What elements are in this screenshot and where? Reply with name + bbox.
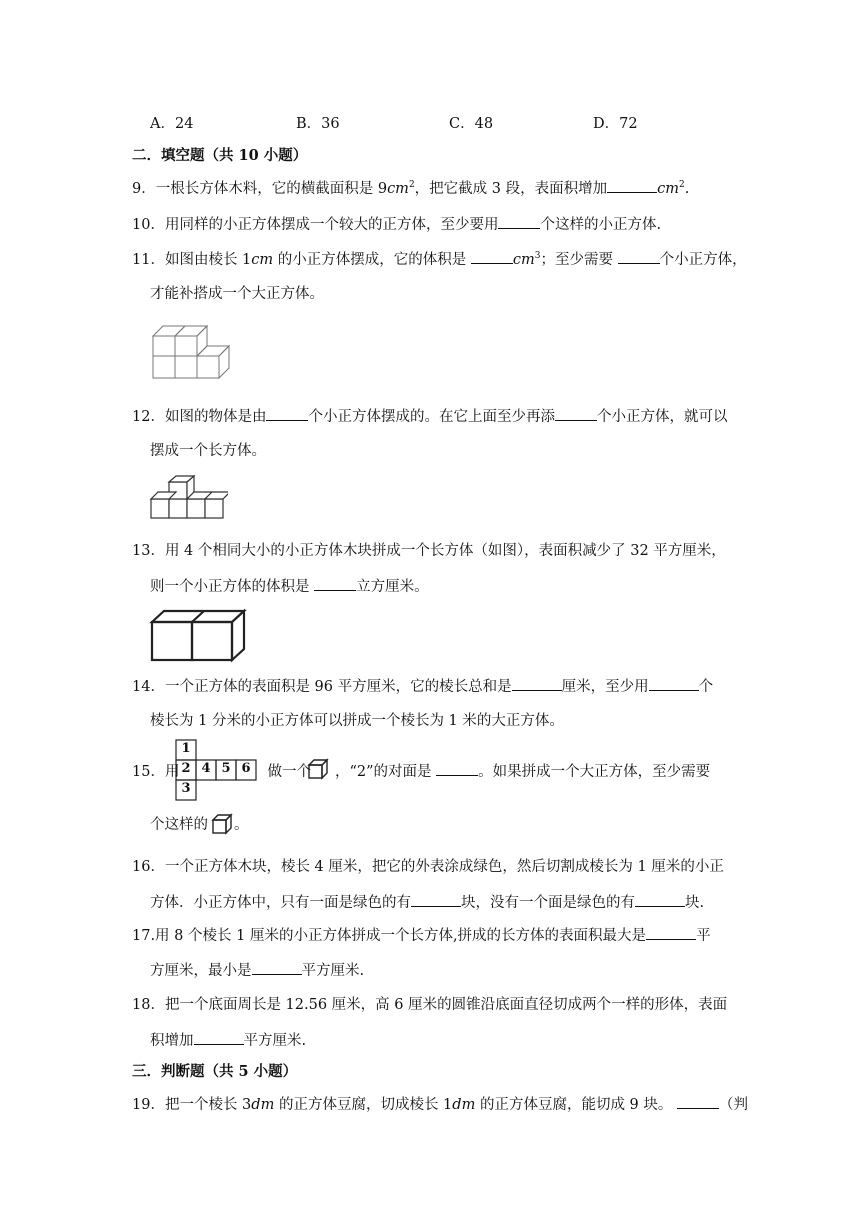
answer-blank[interactable] [618, 249, 660, 264]
answer-blank[interactable] [266, 406, 308, 421]
question-9: 9．一根长方体木料，它的横截面积是 $9cm^2$，把它截成 3 段，表面积增加 $cm^2$. [132, 180, 690, 197]
cuboid-figure-13 [148, 608, 250, 664]
net-face-2: 2 [181, 761, 191, 776]
question-18-line2: 积增加 平方厘米. [150, 1030, 306, 1051]
option-d: D．72 [593, 116, 638, 132]
option-c: C．48 [449, 116, 494, 132]
question-14: 14．一个正方体的表面积是 96 平方厘米，它的棱长总和是 厘米，至少用 个 [132, 676, 713, 697]
answer-blank[interactable] [635, 892, 685, 907]
question-15: 15．用 做一个 ，“2”的对面是 。如果拼成一个大正方体，至少需要 [132, 761, 710, 782]
question-18: 18．把一个底面周长是 12.56 厘米，高 6 厘米的圆锥沿底面直径切成两个一样的形体，表面 [132, 997, 728, 1013]
net-face-5: 5 [221, 761, 231, 776]
question-14-line2: 棱长为 1 分米的小正方体可以拼成一个棱长为 1 米的大正方体。 [150, 713, 564, 729]
answer-blank[interactable] [498, 214, 540, 229]
answer-blank[interactable] [194, 1030, 244, 1045]
question-15-line2: 个这样的 。 [150, 817, 249, 833]
option-a: A．24 [150, 116, 194, 132]
net-face-4: 4 [201, 761, 211, 776]
question-16-line2: 方体．小正方体中，只有一面是绿色的有 块，没有一个面是绿色的有 块. [150, 892, 704, 913]
answer-blank[interactable] [512, 676, 562, 691]
question-11-line2: 才能补搭成一个大正方体。 [150, 286, 324, 302]
section-3-title: 三．判断题（共 5 小题） [132, 1063, 298, 1080]
cube-icon [307, 758, 329, 780]
cube-net-figure [175, 739, 259, 803]
option-b: B．36 [296, 116, 340, 132]
net-face-6: 6 [241, 761, 251, 776]
answer-blank[interactable] [314, 576, 356, 591]
question-11: 11．如图由棱长 1cm 的小正方体摆成，它的体积是 $cm^3$；至少需要 个小正方体， [132, 251, 747, 268]
net-face-1: 1 [181, 741, 191, 756]
answer-blank[interactable] [471, 249, 513, 264]
section-2-title: 二．填空题（共 10 小题） [132, 147, 308, 164]
answer-blank[interactable] [555, 406, 597, 421]
answer-blank[interactable] [252, 960, 302, 975]
question-13: 13．用 4 个相同大小的小正方体木块拼成一个长方体（如图），表面积减少了 32 平方厘米， [132, 543, 726, 559]
question-12: 12．如图的物体是由 个小正方体摆成的。在它上面至少再添 个小正方体，就可以 [132, 406, 727, 427]
cube-stack-figure-12 [148, 474, 228, 522]
question-12-line2: 摆成一个长方体。 [150, 443, 266, 459]
answer-blank[interactable] [411, 892, 461, 907]
question-17: 17.用 8 个棱长 1 厘米的小正方体拼成一个长方体,拼成的长方体的表面积最大是 平 [132, 925, 711, 946]
answer-blank[interactable] [607, 178, 657, 193]
answer-blank[interactable] [436, 761, 478, 776]
question-16: 16．一个正方体木块，棱长 4 厘米，把它的外表涂成绿色，然后切割成棱长为 1 厘米的小正 [132, 859, 724, 875]
question-19: 19．把一个棱长 3dm 的正方体豆腐，切成棱长 1dm 的正方体豆腐，能切成 9 块。 （判 [132, 1094, 748, 1115]
answer-blank[interactable] [649, 676, 699, 691]
question-10: 10．用同样的小正方体摆成一个较大的正方体，至少要用 个这样的小正方体. [132, 214, 661, 235]
question-17-line2: 方厘米，最小是 平方厘米. [150, 960, 364, 981]
net-face-3: 3 [181, 781, 191, 796]
answer-blank[interactable] [646, 925, 696, 940]
answer-blank[interactable] [677, 1094, 719, 1109]
cube-stack-figure-11 [148, 318, 243, 384]
question-13-line2: 则一个小正方体的体积是 立方厘米。 [150, 576, 429, 597]
